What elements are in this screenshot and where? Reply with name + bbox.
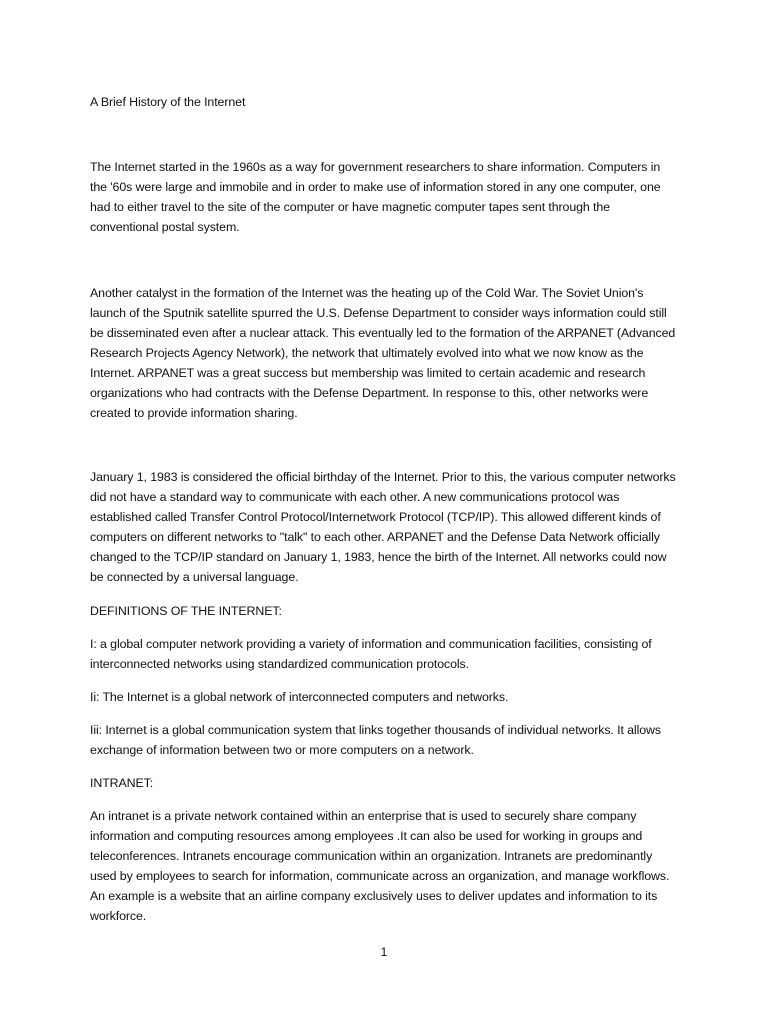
paragraph-2: Another catalyst in the formation of the Internet was the heating up of the Cold War. The Soviet Union's launch of the Sputnik satellite spurred the U.S. Defense Department to consider ways information could still be disseminated even after a nuclear attack. This eventually led to the formation of the ARPANET (Advanced Research Projects Agency Network), the network that ultimately evolved into what we now know as the Internet. ARPANET was a great success but membership was limited to certain academic and research organizations who had contracts with the Defense Department. In response to this, other networks were created to provide information sharing. bbox=[90, 286, 676, 420]
paragraph-3: January 1, 1983 is considered the official birthday of the Internet. Prior to this, the various computer networks did not have a standard way to communicate with each other. A new communications protocol was established called Transfer Control Protocol/Internetwork Protocol (TCP/IP). This allowed different kinds of computers on different networks to "talk" to each other. ARPANET and the Defense Data Network officially changed to the TCP/IP standard on January 1, 1983, hence the birth of the Internet. All networks could now be connected by a universal language. bbox=[90, 470, 676, 584]
page-number: 1 bbox=[380, 945, 388, 959]
intranet-paragraph: An intranet is a private network contained within an enterprise that is used to securely share company information and computing resources among employees .It can also be used for working in groups and teleconferences. Intranets encourage communication within an organization. Intranets are predominantly used by employees to search for information, communicate across an organization, and manage workflows. An example is a website that an airline company exclusively uses to deliver updates and information to its workforce. bbox=[90, 809, 670, 923]
document-title: A Brief History of the Internet bbox=[90, 95, 246, 109]
definition-3: Iii: Internet is a global communication system that links together thousands of individual networks. It allows exchange of information between two or more computers on a network. bbox=[90, 723, 661, 757]
definitions-heading: DEFINITIONS OF THE INTERNET: bbox=[90, 604, 282, 618]
intranet-heading: INTRANET: bbox=[90, 776, 154, 790]
definition-2: Ii: The Internet is a global network of interconnected computers and networks. bbox=[90, 690, 509, 704]
paragraph-1: The Internet started in the 1960s as a way for government researchers to share information. Computers in the '60s were large and immobile and in order to make use of information stored in any one computer, one had to either travel to the site of the computer or have magnetic computer tapes sent through the conventional postal system. bbox=[90, 160, 661, 234]
definition-1: I: a global computer network providing a variety of information and communication facilities, consisting of interconnected networks using standardized communication protocols. bbox=[90, 637, 652, 671]
